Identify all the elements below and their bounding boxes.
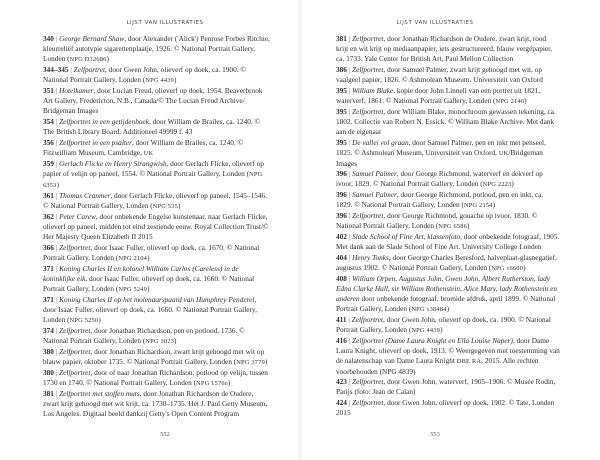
entry-separator: | [53,347,60,356]
entry-description: , door onbekende Engelse kunstenaar, naar Gerlach Flicke, olieverf op paneel, midden tot eind zestiende eeuw. Royal Collection Trust/© Her Majesty Queen Elizabeth II 2015 [43,212,269,241]
entry-description: , door Gwen John, olieverf op doek, ca. 1900. © National Portrait Gallery, Londen ( [43,65,246,84]
entry-description: , door Gerlach Flicke, olieverf op paneel, 1545–1546. © National Portrait Gallery, Londen ( [43,191,267,210]
entry-separator: | [53,212,60,221]
entry-title: Zelfportret [59,326,91,335]
entry-reference: NPG 5249 [118,286,148,293]
entry-separator: | [53,138,60,147]
entry-title: Zelfportret [352,107,384,116]
entry-page-number: 371 [43,264,54,273]
entry-title: William Orpen, Augustus John, Gwen John, Albert Rutherston, lady Edna Clarke Hall, sir William Rothenstein, Alice Mary, lady Rothenstein en anderen [336,274,557,303]
entry-tail: ) [174,75,177,84]
entry-description: , door William Blake, monochroom gewassen tekening, ca. 1802. Collectie van Robert N. Essick. © William Blake Archive. Met dank aan de eigenaar [336,107,556,136]
entry-title: Zelfportret [352,34,384,43]
entry-tail: ) [467,221,470,230]
entry-description: , door Isaac Fuller, olieverf op doek, ca. 1660. © National Portrait Gallery, Londen ( [43,295,257,324]
entry-separator: | [53,389,60,398]
entry-description: , door Jonathan Richardson, pen en potlood, 1736. © National Portrait Gallery, Londen ( [43,326,245,345]
running-head: LIJST VAN ILLUSTRATIES [126,20,204,26]
entry-page-number: 366 [43,243,54,252]
entry-title: George Bernard Shaw [59,34,125,43]
list-entry [336,336,560,377]
list-entry [43,65,271,86]
entry-page-number: 361 [43,191,54,200]
entry-reference: NPG 3779 [236,359,265,366]
entry-reference: NPG 2104 [118,255,148,262]
entry-page-number: 424 [336,398,347,407]
entry-page-number: 411 [336,315,347,324]
entry-separator: | [346,232,353,241]
entry-page-number: 396 [336,169,347,178]
entry-title: Zelfportret [351,315,384,324]
list-entry [336,253,560,274]
entry-reference: NPG 6353 [43,171,263,189]
entry-separator: | [53,159,60,168]
entry-description: , door George Richmond, gouache op ivoor, 1830. © National Portrait Gallery, Londen ( [336,211,538,230]
entry-description: , door George Charles Beresford, halveplaat-glasnegatief, augustus 1902. © National Portrait Gallery, Londen ( [336,253,557,272]
entry-description: , door Gerlach Flicke, olieverf op papier of velijn op paneel, 1554. © National Portrait Gallery, Londen ( [43,159,264,178]
entry-tail: ) [440,325,443,334]
entry-page-number: 386 [336,65,347,74]
entry-reference: NPG x6600 [491,265,524,272]
entry-separator: | [53,34,60,43]
entry-title: Koning Charles II en kolonel William Carlos (Careless) in de koninklijke eik [43,264,239,283]
entry-page-number: 423 [336,377,347,386]
entry-tail: ) [98,315,101,324]
entry-reference: NPG D12686 [69,56,107,63]
list-entry [43,326,271,347]
list-entry [336,398,560,419]
entry-page-number: 371 [43,295,54,304]
entry-title: Zelfportret [352,65,384,74]
entry-tail: /Bridgeman Images [336,148,543,168]
entry-description: , door Jonathan Richardson de Oudere, zwart krijt gehoogd met wit krijt, ca. 1730–1735. Het J. Paul Getty Museum, Los Angeles. Digitaal beeld dankzij Getty's Open Content Program [43,389,268,418]
entry-page-number: 340 [43,34,54,43]
right-page [300,0,600,460]
entry-tail: ) [492,200,496,209]
entry-page-number: 416 [336,336,347,345]
entry-reference: NPG 4439 [145,77,175,84]
entry-page-number: 380 [43,347,54,356]
entry-description: , door William de Brailes, ca. 1240. © The British Library Board. Additioneel 49999 f. 43 [43,117,261,136]
entry-title: Henry Tonks [352,253,389,262]
entry-title: Thomas Cranmer [59,191,111,200]
entry-description: , door Jonathan Richardson, zwart krijt gehoogd met wit op blauw papier, oktober 1735. © National Portrait Gallery, Londen ( [43,347,265,366]
entry-description: , door Gwen John, olieverf op doek, ca. 1900. © National Portrait Gallery, Londen ( [336,315,551,334]
entry-separator: | [346,253,353,262]
illustration-list [336,34,560,419]
entry-page-number: 344–345 [43,65,69,74]
entry-tail: ) [147,284,150,293]
list-entry [336,65,560,86]
entry-reference: NPG 6586 [438,223,468,230]
entry-page-number: 359 [43,159,54,168]
entry-separator: | [346,398,353,407]
entry-separator: | [53,264,60,273]
entry-page-number: 380 [43,368,54,377]
entry-description: , door George Richmond, waterverf en dekverf op ivoor, 1829. © National Portrait Gallery, Londen ( [336,169,543,188]
entry-tail: ) [511,179,514,188]
entry-reference: NPG 2154 [463,202,493,209]
page-number: 552 [160,431,170,438]
list-entry [43,138,271,159]
list-entry [43,243,271,264]
entry-tail: ) [56,180,60,189]
entry-description: , door Samuel Palmer, zwart krijt gehoogd met wit, op vaalgeel papier, 1826. © Ashmolean Museum, Universiteit van Oxford [336,65,543,84]
entry-separator: | [53,86,60,95]
list-entry [336,190,560,211]
entry-page-number: 396 [336,190,347,199]
entry-reference: NPG 5250 [69,317,99,324]
entry-tail: ) [174,336,177,345]
entry-separator: | [346,274,353,283]
entry-separator: | [53,117,60,126]
entry-reference: NPG 2223 [482,181,512,188]
list-entry [43,368,271,389]
entry-separator: | [346,138,353,147]
entry-tail: ) [106,54,109,63]
entry-page-number: 402 [336,232,347,241]
entry-title: Hotelkamer [59,86,94,95]
entry-separator: | [68,65,74,74]
entry-title: Zelfportret met stoffen muts [59,389,140,398]
list-entry [336,211,560,232]
entry-description: , door Isaac Fuller, olieverf op doek, ca. 1660. © National Portrait Gallery, Londen ( [43,274,255,293]
entry-separator: | [53,191,60,200]
entry-separator: | [346,336,353,345]
entry-tail: , 2015. Alle rechten voorbehouden (NPG 4839) [336,356,539,376]
entry-description: , door Isaac Fuller, olieverf op doek, ca. 1670. © National Portrait Gallery, Londen ( [43,243,260,262]
entry-page-number: 395 [336,86,347,95]
entry-title: Slade School of Fine Art, klassenfoto [352,232,461,241]
entry-description: , door Alexander ('Alick') Penrose Forbes Ritchie, kleurreliëf autotypie sigarettenplaatje, 1926. © National Portrait Gallery, Londen ( [43,34,270,63]
list-entry [336,232,560,253]
entry-title: De vallei vol graan [352,138,409,147]
entry-title: Zelfportret [352,377,384,386]
entry-separator: | [346,86,353,95]
entry-separator: | [53,295,60,304]
entry-description: , door Dame Laura Knight, olieverf op doek, 1913. © Weergegeven met toestemming van de nalatenschap van Dame Laura Knight [336,336,560,365]
gutter [298,0,302,460]
entry-description: , door Samuel Palmer, pen en inkt met penseel, 1825. © Ashmolean Museum, Universiteit van Oxford, [336,138,546,157]
page-number: 553 [430,431,440,438]
list-entry [43,117,271,138]
entry-tail: ) [446,304,449,313]
entry-description: door onbekende fotograaf, bromide afdruk, april 1899. © National Portrait Gallery, Londen ( [336,294,556,313]
entry-description: , door Jonathan Richardson de Oudere, zwart krijt, rood krijt en wit krijt op mediaanpapier, iets gestructureerd, blauw vergépapier, ca. 1733. Yale Center for British Art, Paul Mellon Collection [336,34,553,63]
list-entry [336,315,560,336]
entry-reference: UK [498,150,509,157]
list-entry [43,34,271,65]
entry-page-number: 381 [43,389,54,398]
list-entry [43,212,271,243]
entry-page-number: 408 [336,274,347,283]
entry-page-number: 354 [43,117,54,126]
entry-page-number: 395 [336,138,347,147]
entry-title: Zelfportret in een psalter [59,138,132,147]
entry-separator: | [346,169,353,178]
entry-reference: NPG 1576d [196,380,228,387]
entry-separator: | [346,315,352,324]
entry-page-number: 381 [336,34,347,43]
entry-page-number: 351 [43,86,54,95]
entry-title: Gerlach Flicke en Henry Strangwish [59,159,167,168]
entry-page-number: 396 [336,211,347,220]
list-entry [336,34,560,65]
entry-title: Zelfportret [59,347,91,356]
entry-reference: DBE RA [456,358,482,365]
entry-separator: | [53,326,60,335]
entry-tail: ) [523,263,526,272]
list-entry [336,377,560,398]
entry-title: Samuel Palmer [352,169,397,178]
entry-reference: NPG 3023 [145,338,175,345]
entry-description: , door onbekende fotograaf, 1905. Met dank aan de Slade School of Fine Art. University College Londen [336,232,560,251]
entry-separator: | [346,377,353,386]
entry-title: Zelfportret in een getijdenboek [59,117,149,126]
running-head: LIJST VAN ILLUSTRATIES [396,20,474,26]
entry-title: Peter Carew [59,212,96,221]
list-entry [43,86,271,117]
entry-title: Zelfportret (Dame Laura Knight en Ella Louise Naper) [352,336,513,345]
list-entry [43,347,271,368]
entry-title: Koning Charles II op het molenaarspaard van Humphrey Penderel [59,295,255,304]
entry-title: Zelfportret [73,65,106,74]
entry-description: , door Gwen John, olieverf op doek, 1902. © Tate, Londen 2015 [336,398,555,417]
list-entry [336,274,560,315]
list-entry [43,264,271,295]
entry-separator: | [53,243,60,252]
entry-description: , door Lucian Freud, olieverf op doek, 1954. Beaverbrook Art Gallery, Fredericton, N.B., Canada/© The Lucian Freud Archive/ Bridgeman Images [43,86,263,115]
entry-tail: ) [227,378,231,387]
list-entry [43,389,271,420]
entry-title: Zelfportret [352,398,384,407]
entry-title: Zelfportret [59,368,91,377]
list-entry [43,159,271,191]
list-entry [336,138,560,169]
entry-page-number: 362 [43,212,54,221]
entry-tail: ) [147,253,150,262]
entry-separator: | [346,34,353,43]
entry-separator: | [53,368,60,377]
list-entry [336,107,560,138]
list-entry [336,169,560,190]
entry-description: , door George Richmond, potlood, pen en inkt, ca. 1829. © National Portrait Gallery, Londen ( [336,190,544,209]
entry-reference: NPG 2146 [495,98,525,105]
entry-description: , door William de Brailes, ca. 1240. © Fitzwilliam Museum, Cambridge, [43,138,244,157]
entry-description: , door Gwen John, waterverf, 1905–1906. © Musée Rodin, Parijs (foto: Jean de Calan) [336,377,556,396]
entry-tail: ) [265,357,268,366]
entry-separator: | [346,65,353,74]
entry-title: William Blake [352,86,394,95]
entry-title: Zelfportret [352,211,384,220]
entry-separator: | [346,107,353,116]
entry-page-number: 374 [43,326,54,335]
entry-reference: NPG x38484 [411,306,447,313]
entry-title: Samuel Palmer [352,190,397,199]
entry-tail: ) [524,96,527,105]
illustration-list [43,34,271,420]
entry-description: , kopie door John Linnell van een portret uit 1821, waterverf, 1861. © National Portrait Gallery, Londen ( [336,86,541,105]
entry-reference: NPG 535 [152,203,179,210]
entry-separator: | [346,211,353,220]
list-entry [336,86,560,107]
entry-page-number: 395 [336,107,347,116]
entry-tail: ) [178,201,181,210]
entry-separator: | [346,190,353,199]
entry-description: , door of naar Jonathan Richardson, potlood op velijn, tussen 1730 en 1740. © National Portrait Gallery, Londen ( [43,368,268,387]
entry-title: Zelfportret [59,243,91,252]
entry-page-number: 404 [336,253,347,262]
entry-reference: UK [143,150,154,157]
list-entry [43,295,271,326]
entry-reference: NPG 4439 [411,327,441,334]
list-entry [43,191,271,212]
entry-page-number: 356 [43,138,54,147]
